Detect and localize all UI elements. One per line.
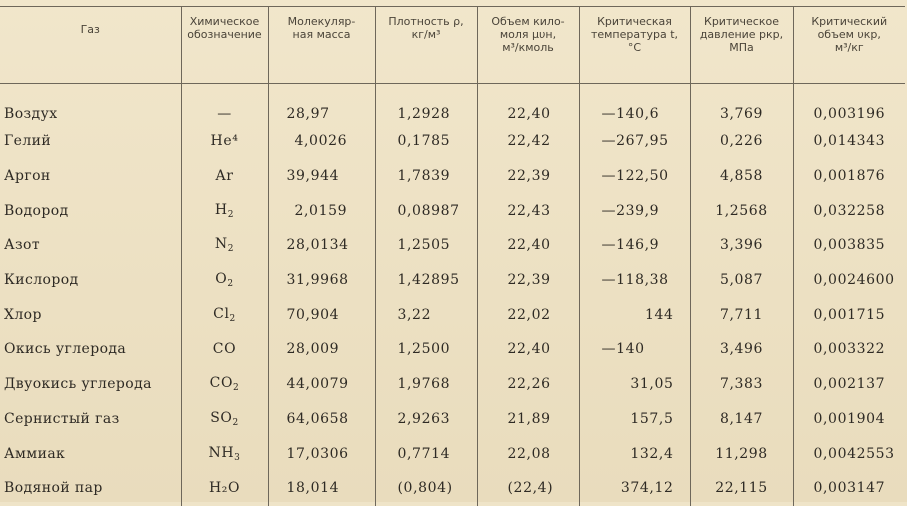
table-row <box>0 84 905 125</box>
critical-temperature-cell: —122,50 <box>579 159 690 194</box>
header-line: Газ <box>80 23 100 36</box>
critical-pressure-cell: 3,496 <box>690 332 793 367</box>
symbol-base: O <box>215 271 228 288</box>
header-row <box>0 7 905 84</box>
chemical-symbol-cell <box>181 332 268 367</box>
chemical-symbol-cell <box>181 436 268 471</box>
molecular-mass-cell: 17,0306 <box>268 436 375 471</box>
density-cell: 0,7714 <box>375 436 477 471</box>
symbol-subscript: 2 <box>227 209 235 220</box>
gas-name-cell: Аммиак <box>4 445 66 462</box>
kilomole-volume-cell: 22,08 <box>477 436 579 471</box>
symbol-base: H₂O <box>208 480 241 497</box>
chemical-symbol-cell <box>181 402 268 437</box>
molecular-mass-cell: 18,014 <box>268 471 375 506</box>
chemical-symbol-cell <box>181 228 268 263</box>
density-cell: 0,08987 <box>375 193 477 228</box>
table-row <box>0 297 905 332</box>
molecular-mass-cell: 44,0079 <box>268 367 375 402</box>
gas-name-cell: Кислород <box>4 272 79 289</box>
critical-volume-cell: 0,003322 <box>793 332 905 367</box>
symbol-base: He⁴ <box>210 133 239 150</box>
symbol-base: CO <box>209 375 234 392</box>
critical-temperature-cell: —118,38 <box>579 263 690 298</box>
critical-pressure-cell: 0,226 <box>690 124 793 159</box>
table-row <box>0 263 905 298</box>
density-cell: 2,9263 <box>375 402 477 437</box>
molecular-mass-cell: 2,0159 <box>268 193 375 228</box>
gas-name-cell: Окись углерода <box>4 341 127 358</box>
density-cell: 1,2505 <box>375 228 477 263</box>
density-cell: 1,2500 <box>375 332 477 367</box>
symbol-base: — <box>217 106 232 122</box>
critical-volume-cell: 0,003147 <box>793 471 905 506</box>
header-line: м³/кг <box>834 41 864 54</box>
header-chemical-symbol <box>181 7 268 84</box>
critical-pressure-cell: 4,858 <box>690 159 793 194</box>
critical-temperature-cell: 157,5 <box>579 402 690 437</box>
critical-pressure-cell: 7,383 <box>690 367 793 402</box>
kilomole-volume-cell: 22,39 <box>477 159 579 194</box>
symbol-base: SO <box>210 409 233 426</box>
critical-pressure-cell: 3,396 <box>690 228 793 263</box>
table-row <box>0 124 905 159</box>
critical-pressure-cell: 5,087 <box>690 263 793 298</box>
critical-temperature-cell: 144 <box>579 297 690 332</box>
molecular-mass-cell: 31,9968 <box>268 263 375 298</box>
critical-volume-cell: 0,0042553 <box>793 436 905 471</box>
symbol-base: Ar <box>215 168 234 185</box>
critical-pressure-cell: 11,298 <box>690 436 793 471</box>
table-row <box>0 332 905 367</box>
critical-volume-cell: 0,003835 <box>793 228 905 263</box>
chemical-symbol-cell <box>181 193 268 228</box>
symbol-subscript: 2 <box>233 383 240 394</box>
header-line: МПа <box>729 41 754 54</box>
chemical-symbol-cell <box>181 84 268 125</box>
critical-temperature-cell: —267,95 <box>579 124 690 159</box>
header-density <box>375 7 477 84</box>
kilomole-volume-cell: 22,43 <box>477 193 579 228</box>
symbol-base: CO <box>212 341 237 358</box>
critical-temperature-cell: 31,05 <box>579 367 690 402</box>
kilomole-volume-cell: (22,4) <box>477 471 579 506</box>
kilomole-volume-cell: 22,39 <box>477 263 579 298</box>
table-row <box>0 436 905 471</box>
table-row <box>0 159 905 194</box>
gas-name-cell: Азот <box>4 237 41 254</box>
chemical-symbol-cell <box>181 124 268 159</box>
critical-temperature-cell: —239,9 <box>579 193 690 228</box>
chemical-symbol-cell <box>181 367 268 402</box>
header-line: давление pкр, <box>699 28 784 41</box>
header-kilomole-volume <box>477 7 579 84</box>
chemical-symbol-cell <box>181 159 268 194</box>
header-critical-volume <box>793 7 905 84</box>
gas-name-cell: Гелий <box>4 133 52 150</box>
critical-volume-cell: 0,003196 <box>793 84 905 125</box>
molecular-mass-cell: 64,0658 <box>268 402 375 437</box>
critical-temperature-cell: —140 <box>579 332 690 367</box>
header-critical-temperature <box>579 7 690 84</box>
table-row <box>0 402 905 437</box>
critical-volume-cell: 0,032258 <box>793 193 905 228</box>
header-line: моля μυн, <box>499 28 557 41</box>
molecular-mass-cell: 28,97 <box>268 84 375 125</box>
header-line: Критическая <box>597 15 672 28</box>
gas-name-cell: Двуокись углерода <box>4 376 152 393</box>
symbol-subscript: 2 <box>227 279 234 290</box>
density-cell: 1,2928 <box>375 84 477 125</box>
header-line: Объем кило- <box>491 15 565 28</box>
table-body <box>0 84 905 506</box>
critical-pressure-cell: 7,711 <box>690 297 793 332</box>
symbol-base: N <box>214 236 228 253</box>
critical-volume-cell: 0,001876 <box>793 159 905 194</box>
critical-pressure-cell: 3,769 <box>690 84 793 125</box>
critical-pressure-cell: 8,147 <box>690 402 793 437</box>
symbol-subscript: 2 <box>229 313 236 324</box>
critical-volume-cell: 0,014343 <box>793 124 905 159</box>
critical-pressure-cell: 1,2568 <box>690 193 793 228</box>
density-cell: 1,9768 <box>375 367 477 402</box>
critical-temperature-cell: 374,12 <box>579 471 690 506</box>
header-line: м³/кмоль <box>502 41 554 54</box>
kilomole-volume-cell: 22,02 <box>477 297 579 332</box>
table-row <box>0 228 905 263</box>
symbol-base: Cl <box>213 305 230 322</box>
header-critical-pressure <box>690 7 793 84</box>
kilomole-volume-cell: 22,40 <box>477 228 579 263</box>
header-line: температура t, <box>590 28 679 41</box>
critical-volume-cell: 0,001715 <box>793 297 905 332</box>
critical-volume-cell: 0,0024600 <box>793 263 905 298</box>
molecular-mass-cell: 70,904 <box>268 297 375 332</box>
density-cell: 1,7839 <box>375 159 477 194</box>
gas-name-cell: Воздух <box>4 106 58 122</box>
header-line: ная масса <box>292 28 351 41</box>
kilomole-volume-cell: 22,40 <box>477 84 579 125</box>
gas-name-cell: Хлор <box>4 306 42 323</box>
density-cell: (0,804) <box>375 471 477 506</box>
header-line: Плотность ρ, <box>388 15 464 28</box>
critical-temperature-cell: —146,9 <box>579 228 690 263</box>
density-cell: 1,42895 <box>375 263 477 298</box>
header-line: обозначение <box>187 28 262 41</box>
critical-temperature-cell: —140,6 <box>579 84 690 125</box>
molecular-mass-cell: 4,0026 <box>268 124 375 159</box>
header-line: Молекуляр- <box>287 15 356 28</box>
header-line: °C <box>627 41 642 54</box>
gas-name-cell: Аргон <box>4 168 51 185</box>
table-row <box>0 193 905 228</box>
chemical-symbol-cell <box>181 471 268 506</box>
kilomole-volume-cell: 22,26 <box>477 367 579 402</box>
critical-temperature-cell: 132,4 <box>579 436 690 471</box>
table-row <box>0 471 905 506</box>
gas-name-cell: Сернистый газ <box>4 410 120 427</box>
chemical-symbol-cell <box>181 297 268 332</box>
gas-properties-table <box>0 6 905 506</box>
header-line: кг/м³ <box>411 28 441 41</box>
header-gas <box>0 7 181 84</box>
header-line: Критическое <box>704 15 779 28</box>
symbol-subscript: 2 <box>232 417 239 428</box>
symbol-subscript: 3 <box>234 452 241 463</box>
gas-name-cell: Водород <box>4 202 69 219</box>
symbol-base: H <box>214 201 228 218</box>
header-line: объем υкр, <box>817 28 881 41</box>
header-line: Критический <box>811 15 888 28</box>
kilomole-volume-cell: 22,40 <box>477 332 579 367</box>
kilomole-volume-cell: 22,42 <box>477 124 579 159</box>
symbol-base: NH <box>208 444 235 461</box>
molecular-mass-cell: 28,009 <box>268 332 375 367</box>
kilomole-volume-cell: 21,89 <box>477 402 579 437</box>
molecular-mass-cell: 39,944 <box>268 159 375 194</box>
critical-pressure-cell: 22,115 <box>690 471 793 506</box>
chemical-symbol-cell <box>181 263 268 298</box>
density-cell: 0,1785 <box>375 124 477 159</box>
header-line: Химическое <box>189 15 260 28</box>
critical-volume-cell: 0,001904 <box>793 402 905 437</box>
table-row <box>0 367 905 402</box>
symbol-subscript: 2 <box>227 244 235 255</box>
critical-volume-cell: 0,002137 <box>793 367 905 402</box>
gas-name-cell: Водяной пар <box>4 480 103 497</box>
density-cell: 3,22 <box>375 297 477 332</box>
header-molecular-mass <box>268 7 375 84</box>
molecular-mass-cell: 28,0134 <box>268 228 375 263</box>
